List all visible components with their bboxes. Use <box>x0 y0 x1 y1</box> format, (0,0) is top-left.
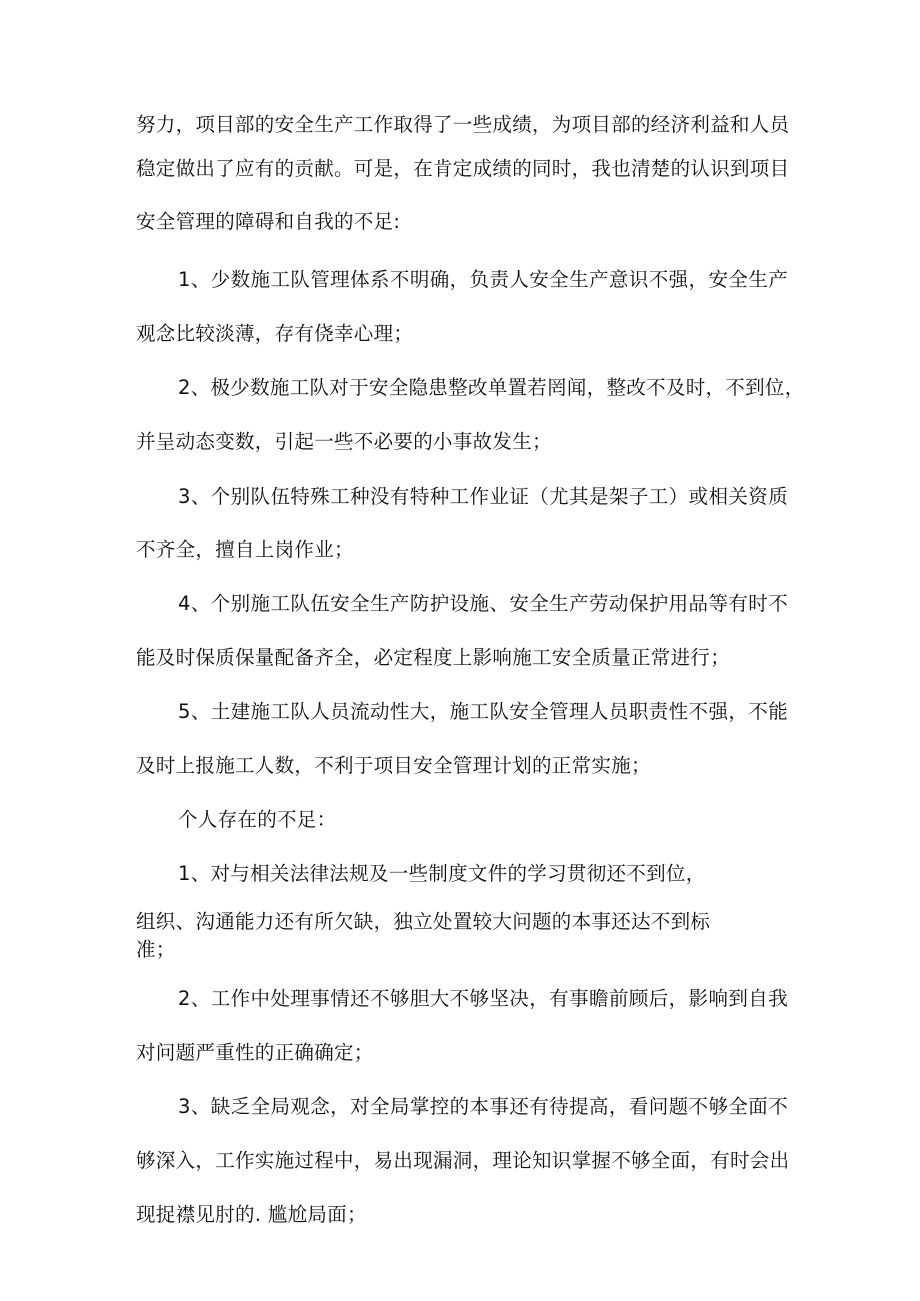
list-item-line: 及时上报施工人数，不利于项目安全管理计划的正常实施； <box>136 754 651 777</box>
list-item-line: 并呈动态变数，引起一些不必要的小事故发生； <box>136 430 552 453</box>
paragraph-line: 努力，项目部的安全生产工作取得了一些成绩，为项目部的经济利益和人员 <box>136 113 790 136</box>
list-item-line: 现捉襟见肘的. 尴尬局面； <box>136 1203 367 1226</box>
list-item-line: 能及时保质保量配备齐全，必定程度上影响施工安全质量正常进行； <box>136 646 731 669</box>
section-heading: 个人存在的不足： <box>178 808 337 831</box>
list-item-line: 不齐全，擅自上岗作业； <box>136 538 354 561</box>
list-item-line: 4、个别施工队伍安全生产防护设施、安全生产劳动保护用品等有时不 <box>178 592 788 615</box>
list-item-line: 组织、沟通能力还有所欠缺，独立处置较大问题的本事还达不到标 <box>136 910 711 933</box>
list-item-line: 对问题严重性的正确确定； <box>136 1041 374 1064</box>
list-item-line: 5、土建施工队人员流动性大，施工队安全管理人员职责性不强，不能 <box>178 700 788 723</box>
paragraph-line: 稳定做出了应有的贡献。可是，在肯定成绩的同时，我也清楚的认识到项目 <box>136 157 790 180</box>
paragraph-line: 安全管理的障碍和自我的不足: <box>136 210 401 233</box>
list-item-line: 2、极少数施工队对于安全隐患整改单置若罔闻，整改不及时，不到位， <box>178 376 805 399</box>
list-item-line: 准； <box>136 938 176 961</box>
list-item-line: 1、少数施工队管理体系不明确，负责人安全生产意识不强，安全生产 <box>178 268 788 291</box>
list-item-line: 2、工作中处理事情还不够胆大不够坚决，有事瞻前顾后，影响到自我 <box>178 987 788 1010</box>
list-item-line: 够深入，工作实施过程中，易出现漏洞，理论知识掌握不够全面，有时会出 <box>136 1149 790 1172</box>
list-item-line: 观念比较淡薄，存有侥幸心理； <box>136 322 414 345</box>
list-item-line: 3、个别队伍特殊工种没有特种工作业证（尤其是架子工）或相关资质 <box>178 485 788 508</box>
list-item-line: 1、对与相关法律法规及一些制度文件的学习贯彻还不到位， <box>178 862 706 885</box>
list-item-line: 3、缺乏全局观念，对全局掌控的本事还有待提高，看问题不够全面不 <box>178 1095 788 1118</box>
